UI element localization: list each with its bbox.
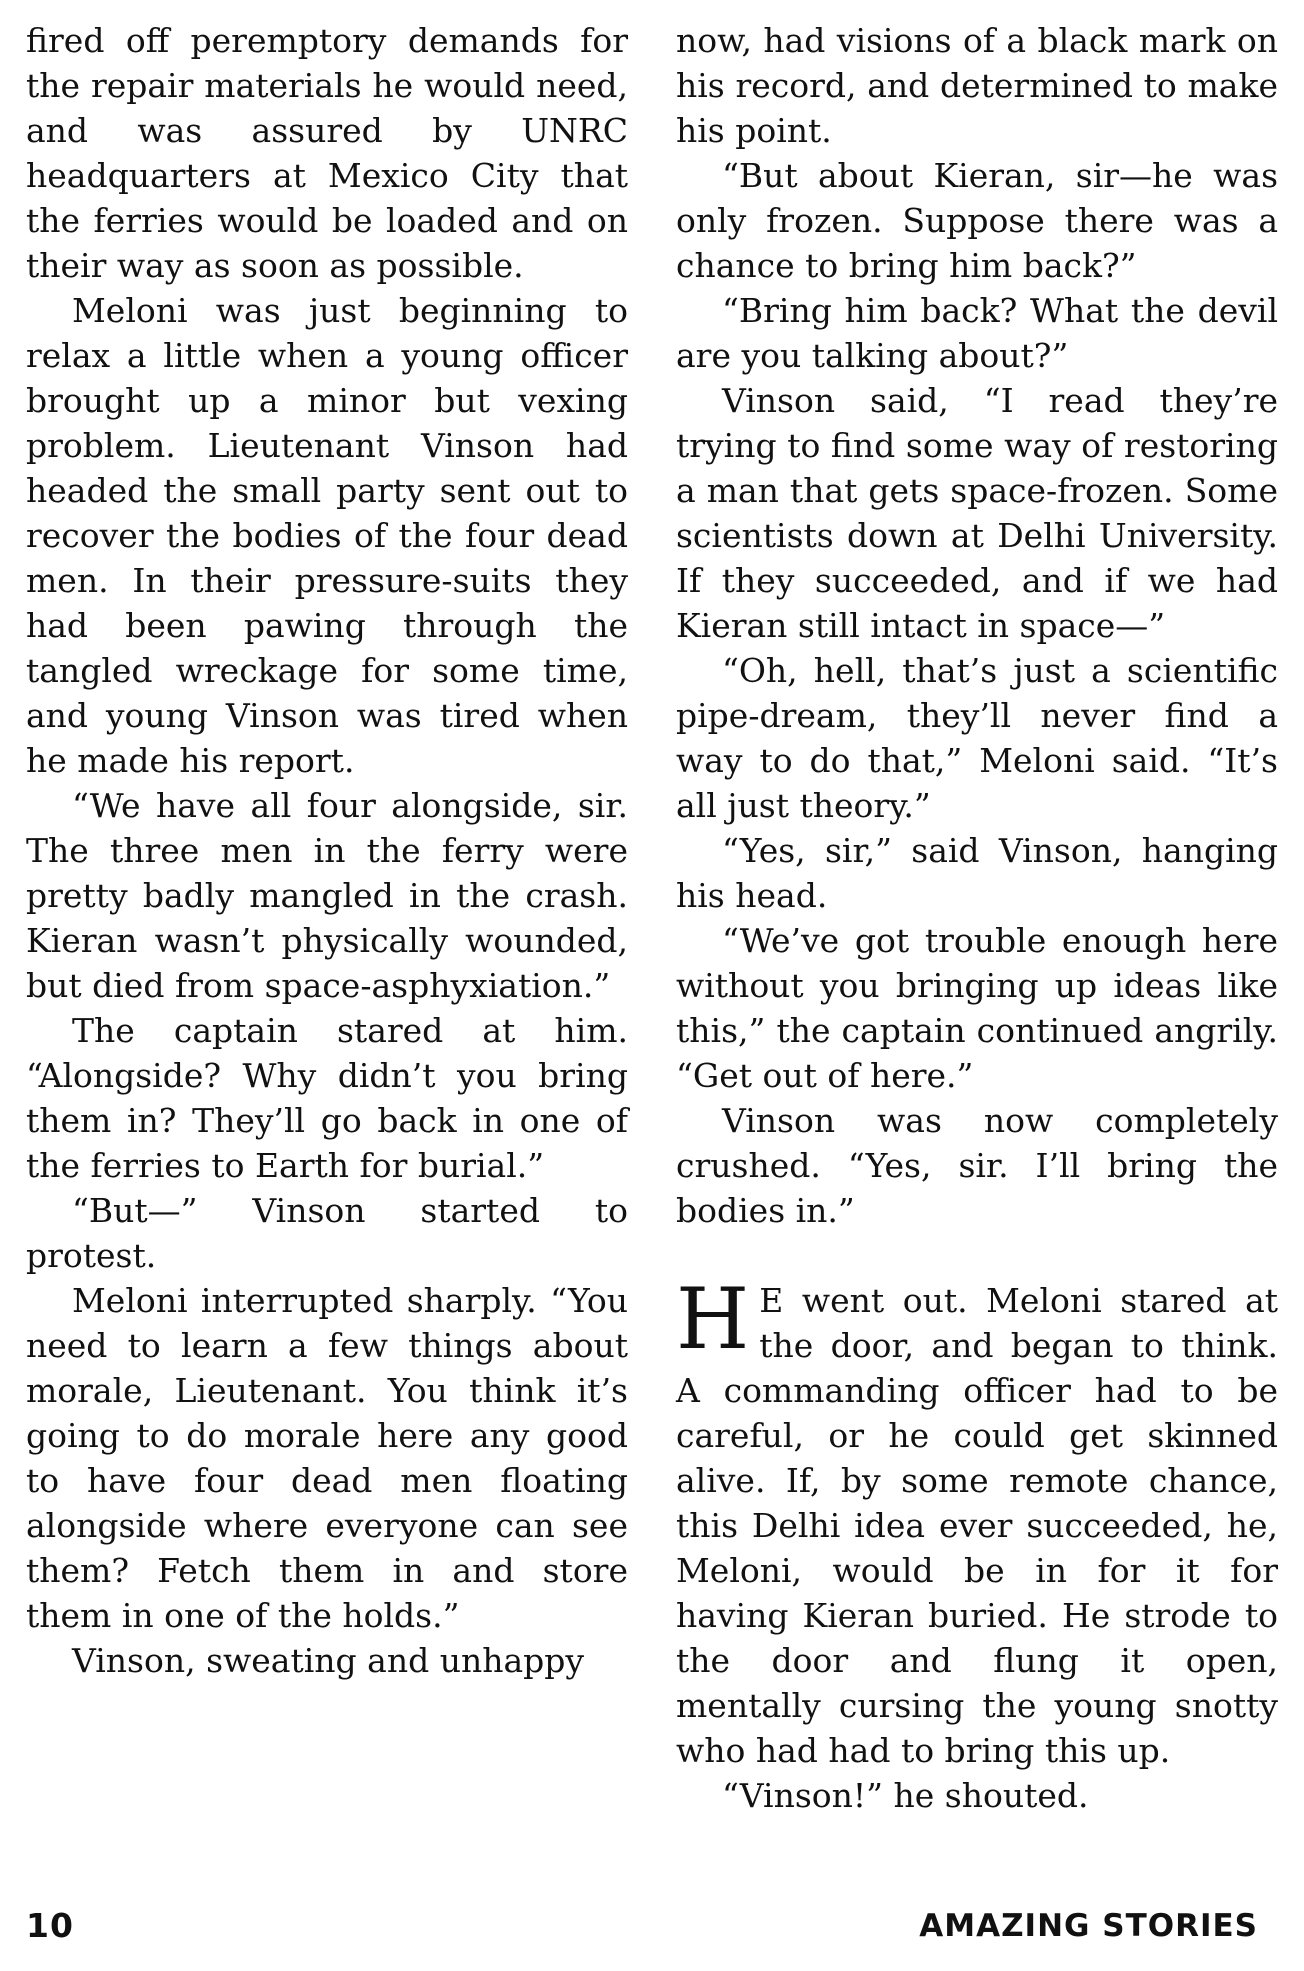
paragraph: fired off peremptory demands for the repair materials he would need, and was assured by UNRC headquarters at Mexico City that the ferries would be loaded and on their way as soon as possible. [26,21,628,285]
paragraph: Vinson said, “I read they’re trying to find some way of restoring a man that gets space-frozen. Some scientists down at Delhi University. If they succeeded, and if we had Kieran still intact in space—” [676,381,1278,645]
paragraph: now, had visions of a black mark on his record, and determined to make his point. [676,21,1278,150]
paragraph: Meloni interrupted sharply. “You need to learn a few things about morale, Lieutenant. You think it’s going to do morale here any good to have four dead men floating alongside where everyone can see them? Fetch them in and store them in one of the holds.” [26,1281,628,1635]
paragraph: “Oh, hell, that’s just a scientific pipe-dream, they’ll never find a way to do that,” Meloni said. “It’s all just theory.” [676,651,1278,825]
paragraph: “We have all four alongside, sir. The three men in the ferry were pretty badly mangled in the crash. Kieran wasn’t physically wounded, but died from space-asphyxiation.” [26,786,628,1005]
paragraph: “But about Kieran, sir—he was only frozen. Suppose there was a chance to bring him back?” [676,156,1278,285]
paragraph: “But—” Vinson started to protest. [26,1191,628,1275]
paragraph: Vinson was now completely crushed. “Yes, sir. I’ll bring the bodies in.” [676,1101,1278,1230]
paragraph: The captain stared at him. “Alongside? Why didn’t you bring them in? They’ll go back in one of the ferries to Earth for burial.” [26,1011,628,1185]
paragraph: “Bring him back? What the devil are you talking about?” [676,291,1278,375]
left-column [26,18,628,1683]
running-footer-title: AMAZING STORIES [919,1908,1258,1944]
paragraph-text: E went out. Meloni stared at the door, and began to think. A commanding officer had to be careful, or he could get skinned alive. If, by some remote chance, this Delhi idea ever succeeded, he, Meloni, would be in for it for having Kieran buried. He strode to the door and flung it open, mentally cursing the young snotty who had had to bring this up. [676,1281,1278,1770]
paragraph: “Vinson!” he shouted. [722,1776,1089,1815]
section-break [676,1233,1278,1278]
dropcap-paragraph [676,1270,1278,1773]
paragraph: “Yes, sir,” said Vinson, hanging his head. [676,831,1278,915]
drop-cap: H [676,1270,750,1368]
paragraph: Vinson, sweating and unhappy [72,1641,585,1680]
paragraph: “We’ve got trouble enough here without you bringing up ideas like this,” the captain continued angrily. “Get out of here.” [676,921,1278,1095]
paragraph: Meloni was just beginning to relax a little when a young officer brought up a minor but vexing problem. Lieutenant Vinson had headed the small party sent out to recover the bodies of the four dead men. In their pressure-suits they had been pawing through the tangled wreckage for some time, and young Vinson was tired when he made his report. [26,291,628,780]
right-column [676,18,1278,1818]
page-number: 10 [26,1906,74,1945]
